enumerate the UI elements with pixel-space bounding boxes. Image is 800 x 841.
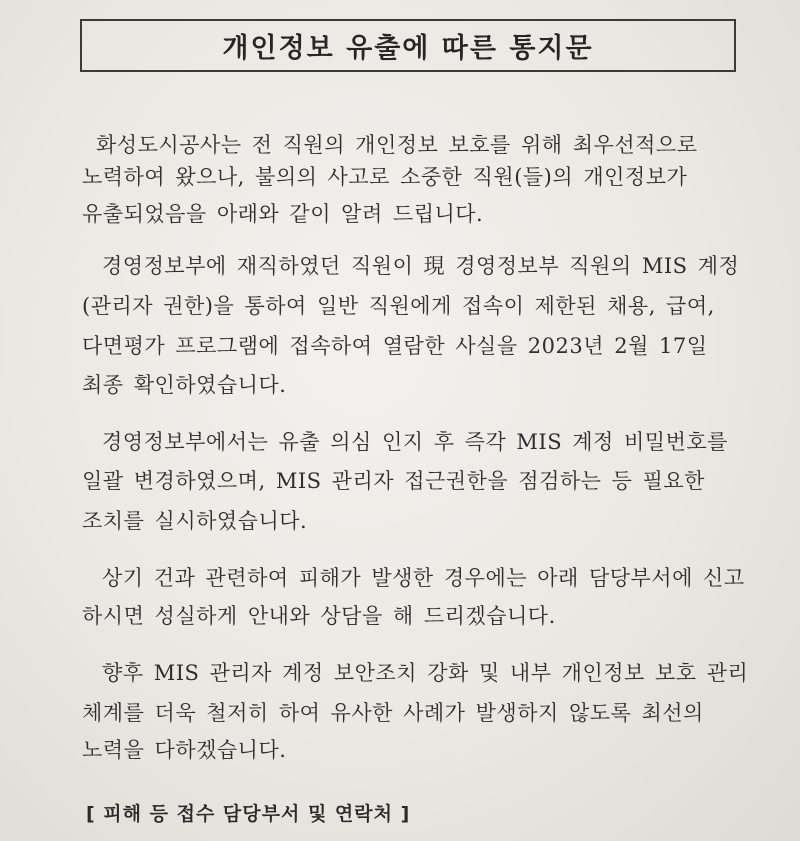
paragraph-2-line-1: 경영정보부에 재직하였던 직원이 現 경영정보부 직원의 MIS 계정 bbox=[102, 254, 740, 278]
paragraph-4-line-2: 하시면 성실하게 안내와 상담을 해 드리겠습니다. bbox=[82, 604, 556, 628]
paragraph-2-line-2: (관리자 권한)을 통하여 일반 직원에게 접속이 제한된 채용, 급여, bbox=[82, 294, 715, 318]
paragraph-1-line-2: 노력하여 왔으나, 불의의 사고로 소중한 직원(들)의 개인정보가 bbox=[82, 165, 688, 189]
paragraph-5-line-3: 노력을 다하겠습니다. bbox=[82, 738, 287, 762]
paragraph-3-line-3: 조치를 실시하였습니다. bbox=[82, 509, 308, 533]
paragraph-4-line-1: 상기 건과 관련하여 피해가 발생한 경우에는 아래 담당부서에 신고 bbox=[102, 566, 745, 590]
paragraph-3-line-2: 일괄 변경하였으며, MIS 관리자 접근권한을 점검하는 등 필요한 bbox=[82, 469, 705, 493]
document-title: 개인정보 유출에 따른 통지문 bbox=[222, 33, 594, 64]
paragraph-2-line-3: 다면평가 프로그램에 접속하여 열람한 사실을 2023년 2월 17일 bbox=[82, 334, 708, 358]
paragraph-5-line-1: 향후 MIS 관리자 계정 보안조치 강화 및 내부 개인정보 보호 관리 bbox=[102, 661, 749, 685]
contact-heading: [ 피해 등 접수 담당부서 및 연락처 ] bbox=[86, 803, 411, 825]
paragraph-1-line-3: 유출되었음을 아래와 같이 알려 드립니다. bbox=[82, 202, 484, 226]
paragraph-3-line-1: 경영정보부에서는 유출 의심 인지 후 즉각 MIS 계정 비밀번호를 bbox=[102, 430, 728, 454]
title-box bbox=[80, 19, 736, 72]
paragraph-5-line-2: 체계를 더욱 철저히 하여 유사한 사례가 발생하지 않도록 최선의 bbox=[82, 701, 704, 725]
paragraph-1-line-1: 화성도시공사는 전 직원의 개인정보 보호를 위해 최우선적으로 bbox=[96, 133, 698, 157]
paragraph-2-line-4: 최종 확인하였습니다. bbox=[82, 373, 287, 397]
